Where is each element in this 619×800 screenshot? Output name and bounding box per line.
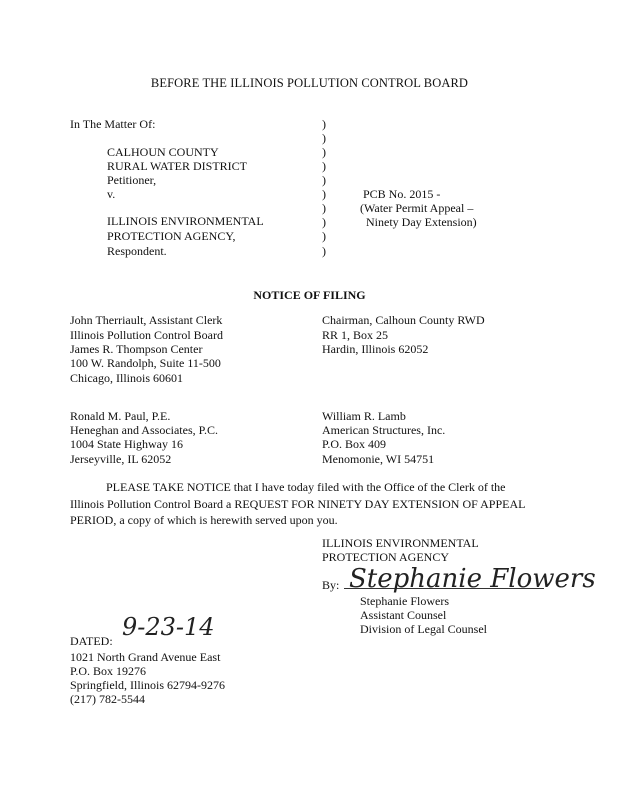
address-line: 1004 State Highway 16 <box>70 437 183 451</box>
address-line: P.O. Box 409 <box>322 437 387 451</box>
address-line: Hardin, Illinois 62052 <box>322 342 429 356</box>
signer-division: Division of Legal Counsel <box>360 622 487 636</box>
document-title: BEFORE THE ILLINOIS POLLUTION CONTROL BOARD <box>150 76 469 90</box>
address-line: RR 1, Box 25 <box>322 328 389 342</box>
caption-paren: ) <box>322 201 326 215</box>
caption-paren: ) <box>322 215 326 229</box>
dated-label: DATED: <box>70 634 113 648</box>
address-line: Ronald M. Paul, P.E. <box>70 409 171 423</box>
address-line: James R. Thompson Center <box>70 342 203 356</box>
return-address-line: Springfield, Illinois 62794-9276 <box>70 678 225 692</box>
case-description-line1: (Water Permit Appeal – <box>360 201 474 215</box>
caption-paren: ) <box>322 229 326 243</box>
caption-paren: ) <box>322 117 326 131</box>
petitioner-role: Petitioner, <box>107 173 157 187</box>
versus: v. <box>107 187 116 201</box>
signature-by-label: By: <box>322 578 340 592</box>
signature-script: Stephanie Flowers <box>349 564 596 594</box>
respondent-name-line2: PROTECTION AGENCY, <box>107 229 236 243</box>
caption-paren: ) <box>322 131 326 145</box>
notice-paragraph: PLEASE TAKE NOTICE that I have today filed with the Office of the Clerk of the Illinois Pollution Control Board a REQUEST FOR NINETY DAY EXTENSION OF APPEAL PERIOD, a copy of which is herewith served upon you. <box>70 480 526 527</box>
caption-paren: ) <box>322 244 326 258</box>
agency-name-line2: PROTECTION AGENCY <box>322 550 450 564</box>
caption-paren: ) <box>322 159 326 173</box>
petitioner-name-line2: RURAL WATER DISTRICT <box>107 159 248 173</box>
caption-paren: ) <box>322 187 326 201</box>
caption-paren: ) <box>322 145 326 159</box>
address-line: William R. Lamb <box>322 409 406 423</box>
address-line: Chairman, Calhoun County RWD <box>322 313 485 327</box>
address-line: Illinois Pollution Control Board <box>70 328 224 342</box>
address-line: Menomonie, WI 54751 <box>322 452 435 466</box>
petitioner-name-line1: CALHOUN COUNTY <box>107 145 219 159</box>
caption-matter: In The Matter Of: <box>70 117 156 131</box>
address-line: John Therriault, Assistant Clerk <box>70 313 223 327</box>
signer-title: Assistant Counsel <box>360 608 447 622</box>
case-number: PCB No. 2015 - <box>363 187 441 201</box>
address-line: Heneghan and Associates, P.C. <box>70 423 218 437</box>
case-description-line2: Ninety Day Extension) <box>366 215 477 229</box>
respondent-role: Respondent. <box>107 244 167 258</box>
handwritten-date: 9-23-14 <box>122 613 215 641</box>
address-line: Chicago, Illinois 60601 <box>70 371 183 385</box>
address-line: American Structures, Inc. <box>322 423 446 437</box>
caption-paren: ) <box>322 173 326 187</box>
address-line: Jerseyville, IL 62052 <box>70 452 172 466</box>
agency-name-line1: ILLINOIS ENVIRONMENTAL <box>322 536 479 550</box>
respondent-name-line1: ILLINOIS ENVIRONMENTAL <box>107 214 264 228</box>
address-line: 100 W. Randolph, Suite 11-500 <box>70 356 221 370</box>
return-address-line: 1021 North Grand Avenue East <box>70 650 221 664</box>
notice-heading: NOTICE OF FILING <box>253 288 366 302</box>
return-address-line: P.O. Box 19276 <box>70 664 147 678</box>
return-address-line: (217) 782-5544 <box>70 692 145 706</box>
signer-name: Stephanie Flowers <box>360 594 449 608</box>
